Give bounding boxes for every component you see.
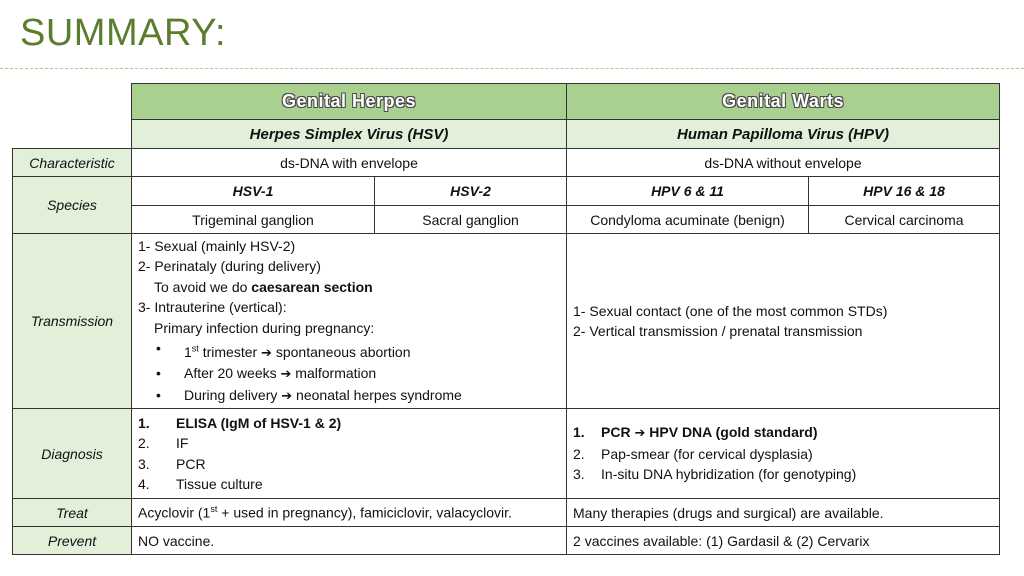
summary-table (12, 83, 1000, 555)
species-hsv2: HSV-2 (375, 177, 567, 206)
bullet-first-trimester: • 1st trimester ➔ spontaneous abortion (156, 340, 411, 360)
header-genital-warts: Genital Warts (567, 84, 1000, 120)
row-label-species: Species (13, 177, 132, 234)
herpes-transmission: 1- Sexual (mainly HSV-2) 2- Perinataly (during delivery) To avoid we do caesarean section 3- Intrauterine (vertical): Primary infection during pregnancy: • 1st trimester ➔ spontaneous abortion • After 20 weeks ➔ malformation • During delivery ➔ neonatal herpes syndrome (132, 234, 567, 409)
title-divider (0, 68, 1024, 69)
row-label-treat: Treat (13, 499, 132, 527)
species-hsv1: HSV-1 (132, 177, 375, 206)
list-item: 1. ELISA (IgM of HSV-1 & 2) (138, 414, 342, 431)
hsv2-site: Sacral ganglion (375, 206, 567, 234)
hpv-16-18-disease: Cervical carcinoma (809, 206, 1000, 234)
page-title: SUMMARY: (20, 12, 227, 54)
list-item: 2. Pap-smear (for cervical dysplasia) (573, 445, 813, 462)
list-item: 2. IF (138, 435, 189, 451)
header-hpv: Human Papilloma Virus (HPV) (567, 120, 1000, 149)
warts-prevent: 2 vaccines available: (1) Gardasil & (2) Cervarix (567, 527, 1000, 555)
herpes-diagnosis (132, 409, 567, 499)
arrow-icon: ➔ (281, 387, 293, 403)
header-hsv: Herpes Simplex Virus (HSV) (132, 120, 567, 149)
row-label-characteristic: Characteristic (13, 149, 132, 177)
herpes-characteristic: ds-DNA with envelope (132, 149, 567, 177)
hsv1-site: Trigeminal ganglion (132, 206, 375, 234)
herpes-prevent: NO vaccine. (132, 527, 567, 555)
list-item: 1. PCR ➔ HPV DNA (gold standard) (573, 424, 818, 441)
row-label-diagnosis: Diagnosis (13, 409, 132, 499)
species-hpv-6-11: HPV 6 & 11 (567, 177, 809, 206)
herpes-treat: Acyclovir (1st + used in pregnancy), famiciclovir, valacyclovir. (132, 499, 567, 527)
arrow-icon: ➔ (261, 344, 272, 360)
species-hpv-16-18: HPV 16 & 18 (809, 177, 1000, 206)
warts-transmission: 1- Sexual contact (one of the most common STDs) 2- Vertical transmission / prenatal transmission (567, 234, 1000, 409)
warts-treat: Many therapies (drugs and surgical) are available. (567, 499, 1000, 527)
row-label-transmission: Transmission (13, 234, 132, 409)
list-item: 3. PCR (138, 455, 206, 472)
warts-characteristic: ds-DNA without envelope (567, 149, 1000, 177)
arrow-icon: ➔ (634, 425, 646, 441)
list-item: 3. In-situ DNA hybridization (for genotyping) (573, 466, 857, 483)
arrow-icon: ➔ (280, 366, 292, 382)
list-item: 4. Tissue culture (138, 476, 263, 492)
bullet-after-20-weeks: • After 20 weeks ➔ malformation (156, 365, 377, 382)
warts-diagnosis (567, 409, 1000, 499)
header-genital-herpes: Genital Herpes (132, 84, 567, 120)
bullet-during-delivery: • During delivery ➔ neonatal herpes syndrome (156, 386, 462, 403)
hpv-6-11-disease: Condyloma acuminate (benign) (567, 206, 809, 234)
row-label-prevent: Prevent (13, 527, 132, 555)
